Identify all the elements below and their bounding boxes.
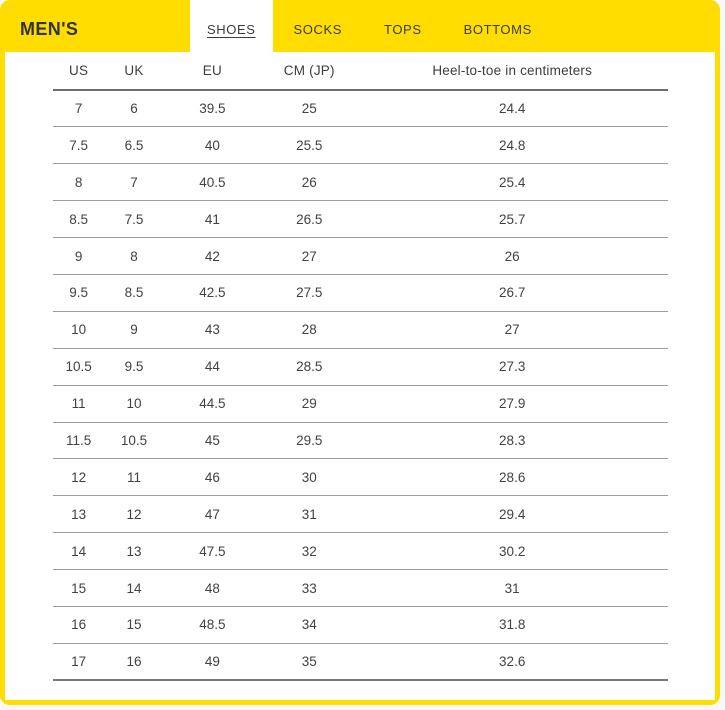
cell-heel-to-toe: 24.8: [357, 127, 668, 164]
cell-eu: 45: [163, 422, 261, 459]
table-header-row: [53, 52, 668, 90]
cell-uk: 14: [105, 570, 163, 607]
column-header-cm-jp: CM (JP): [262, 52, 357, 90]
table-row: [53, 533, 668, 570]
column-header-uk: UK: [105, 52, 163, 90]
cell-uk: 12: [105, 496, 163, 533]
cell-cm-jp: 26.5: [262, 201, 357, 238]
cell-uk: 9.5: [105, 348, 163, 385]
cell-uk: 15: [105, 606, 163, 643]
cell-uk: 11: [105, 459, 163, 496]
cell-us: 8: [53, 164, 105, 201]
cell-us: 11: [53, 385, 105, 422]
cell-heel-to-toe: 24.4: [357, 90, 668, 127]
cell-cm-jp: 28.5: [262, 348, 357, 385]
cell-eu: 47: [163, 496, 261, 533]
cell-eu: 42: [163, 238, 261, 275]
cell-eu: 39.5: [163, 90, 261, 127]
tab-tops[interactable]: [363, 0, 443, 52]
tab-shoes[interactable]: [190, 0, 273, 52]
column-header-us: US: [53, 52, 105, 90]
cell-cm-jp: 35: [262, 643, 357, 680]
cell-heel-to-toe: 31: [357, 570, 668, 607]
table-row: [53, 90, 668, 127]
cell-eu: 44.5: [163, 385, 261, 422]
cell-us: 15: [53, 570, 105, 607]
cell-cm-jp: 31: [262, 496, 357, 533]
cell-us: 14: [53, 533, 105, 570]
cell-us: 10.5: [53, 348, 105, 385]
cell-eu: 43: [163, 311, 261, 348]
cell-heel-to-toe: 27: [357, 311, 668, 348]
table-row: [53, 570, 668, 607]
cell-us: 11.5: [53, 422, 105, 459]
cell-cm-jp: 25: [262, 90, 357, 127]
cell-cm-jp: 28: [262, 311, 357, 348]
cell-cm-jp: 34: [262, 606, 357, 643]
column-header-eu: EU: [163, 52, 261, 90]
cell-us: 16: [53, 606, 105, 643]
cell-uk: 13: [105, 533, 163, 570]
table-row: [53, 164, 668, 201]
cell-us: 8.5: [53, 201, 105, 238]
cell-heel-to-toe: 25.7: [357, 201, 668, 238]
tab-shoes-label: SHOES: [207, 22, 256, 37]
cell-eu: 40: [163, 127, 261, 164]
cell-us: 10: [53, 311, 105, 348]
cell-eu: 47.5: [163, 533, 261, 570]
cell-heel-to-toe: 32.6: [357, 643, 668, 680]
cell-cm-jp: 25.5: [262, 127, 357, 164]
tab-socks[interactable]: [273, 0, 364, 52]
size-chart-content: [5, 52, 715, 700]
table-row: [53, 422, 668, 459]
cell-eu: 49: [163, 643, 261, 680]
cell-uk: 16: [105, 643, 163, 680]
tab-bottoms[interactable]: [443, 0, 553, 52]
table-row: [53, 606, 668, 643]
cell-heel-to-toe: 29.4: [357, 496, 668, 533]
cell-heel-to-toe: 30.2: [357, 533, 668, 570]
cell-heel-to-toe: 26.7: [357, 274, 668, 311]
table-row: [53, 201, 668, 238]
cell-eu: 42.5: [163, 274, 261, 311]
cell-us: 9: [53, 238, 105, 275]
cell-eu: 48: [163, 570, 261, 607]
section-title: MEN'S: [20, 19, 79, 39]
table-row: [53, 238, 668, 275]
cell-uk: 6.5: [105, 127, 163, 164]
tab-socks-label: SOCKS: [293, 22, 343, 37]
cell-eu: 44: [163, 348, 261, 385]
cell-cm-jp: 27: [262, 238, 357, 275]
cell-uk: 6: [105, 90, 163, 127]
cell-us: 13: [53, 496, 105, 533]
size-table: [53, 52, 668, 681]
table-row: [53, 643, 668, 680]
cell-cm-jp: 32: [262, 533, 357, 570]
cell-us: 9.5: [53, 274, 105, 311]
cell-cm-jp: 29.5: [262, 422, 357, 459]
cell-uk: 10: [105, 385, 163, 422]
tab-tops-label: TOPS: [384, 22, 422, 37]
cell-us: 7: [53, 90, 105, 127]
cell-heel-to-toe: 26: [357, 238, 668, 275]
cell-eu: 41: [163, 201, 261, 238]
table-row: [53, 127, 668, 164]
cell-heel-to-toe: 31.8: [357, 606, 668, 643]
table-row: [53, 348, 668, 385]
tab-bar: [190, 0, 553, 52]
cell-cm-jp: 30: [262, 459, 357, 496]
cell-cm-jp: 33: [262, 570, 357, 607]
cell-eu: 46: [163, 459, 261, 496]
cell-cm-jp: 26: [262, 164, 357, 201]
cell-uk: 8.5: [105, 274, 163, 311]
cell-uk: 7: [105, 164, 163, 201]
cell-us: 17: [53, 643, 105, 680]
table-row: [53, 274, 668, 311]
table-row: [53, 496, 668, 533]
size-chart-header: [5, 0, 715, 52]
cell-heel-to-toe: 28.3: [357, 422, 668, 459]
cell-us: 7.5: [53, 127, 105, 164]
cell-heel-to-toe: 27.9: [357, 385, 668, 422]
cell-uk: 9: [105, 311, 163, 348]
cell-heel-to-toe: 27.3: [357, 348, 668, 385]
cell-eu: 40.5: [163, 164, 261, 201]
tab-bottoms-label: BOTTOMS: [463, 22, 532, 37]
cell-uk: 7.5: [105, 201, 163, 238]
table-row: [53, 385, 668, 422]
size-table-body: [53, 90, 668, 680]
column-header-heel-to-toe: Heel-to-toe in centimeters: [357, 52, 668, 90]
cell-cm-jp: 27.5: [262, 274, 357, 311]
cell-eu: 48.5: [163, 606, 261, 643]
cell-cm-jp: 29: [262, 385, 357, 422]
cell-heel-to-toe: 25.4: [357, 164, 668, 201]
cell-us: 12: [53, 459, 105, 496]
cell-heel-to-toe: 28.6: [357, 459, 668, 496]
table-row: [53, 311, 668, 348]
cell-uk: 8: [105, 238, 163, 275]
cell-uk: 10.5: [105, 422, 163, 459]
table-row: [53, 459, 668, 496]
